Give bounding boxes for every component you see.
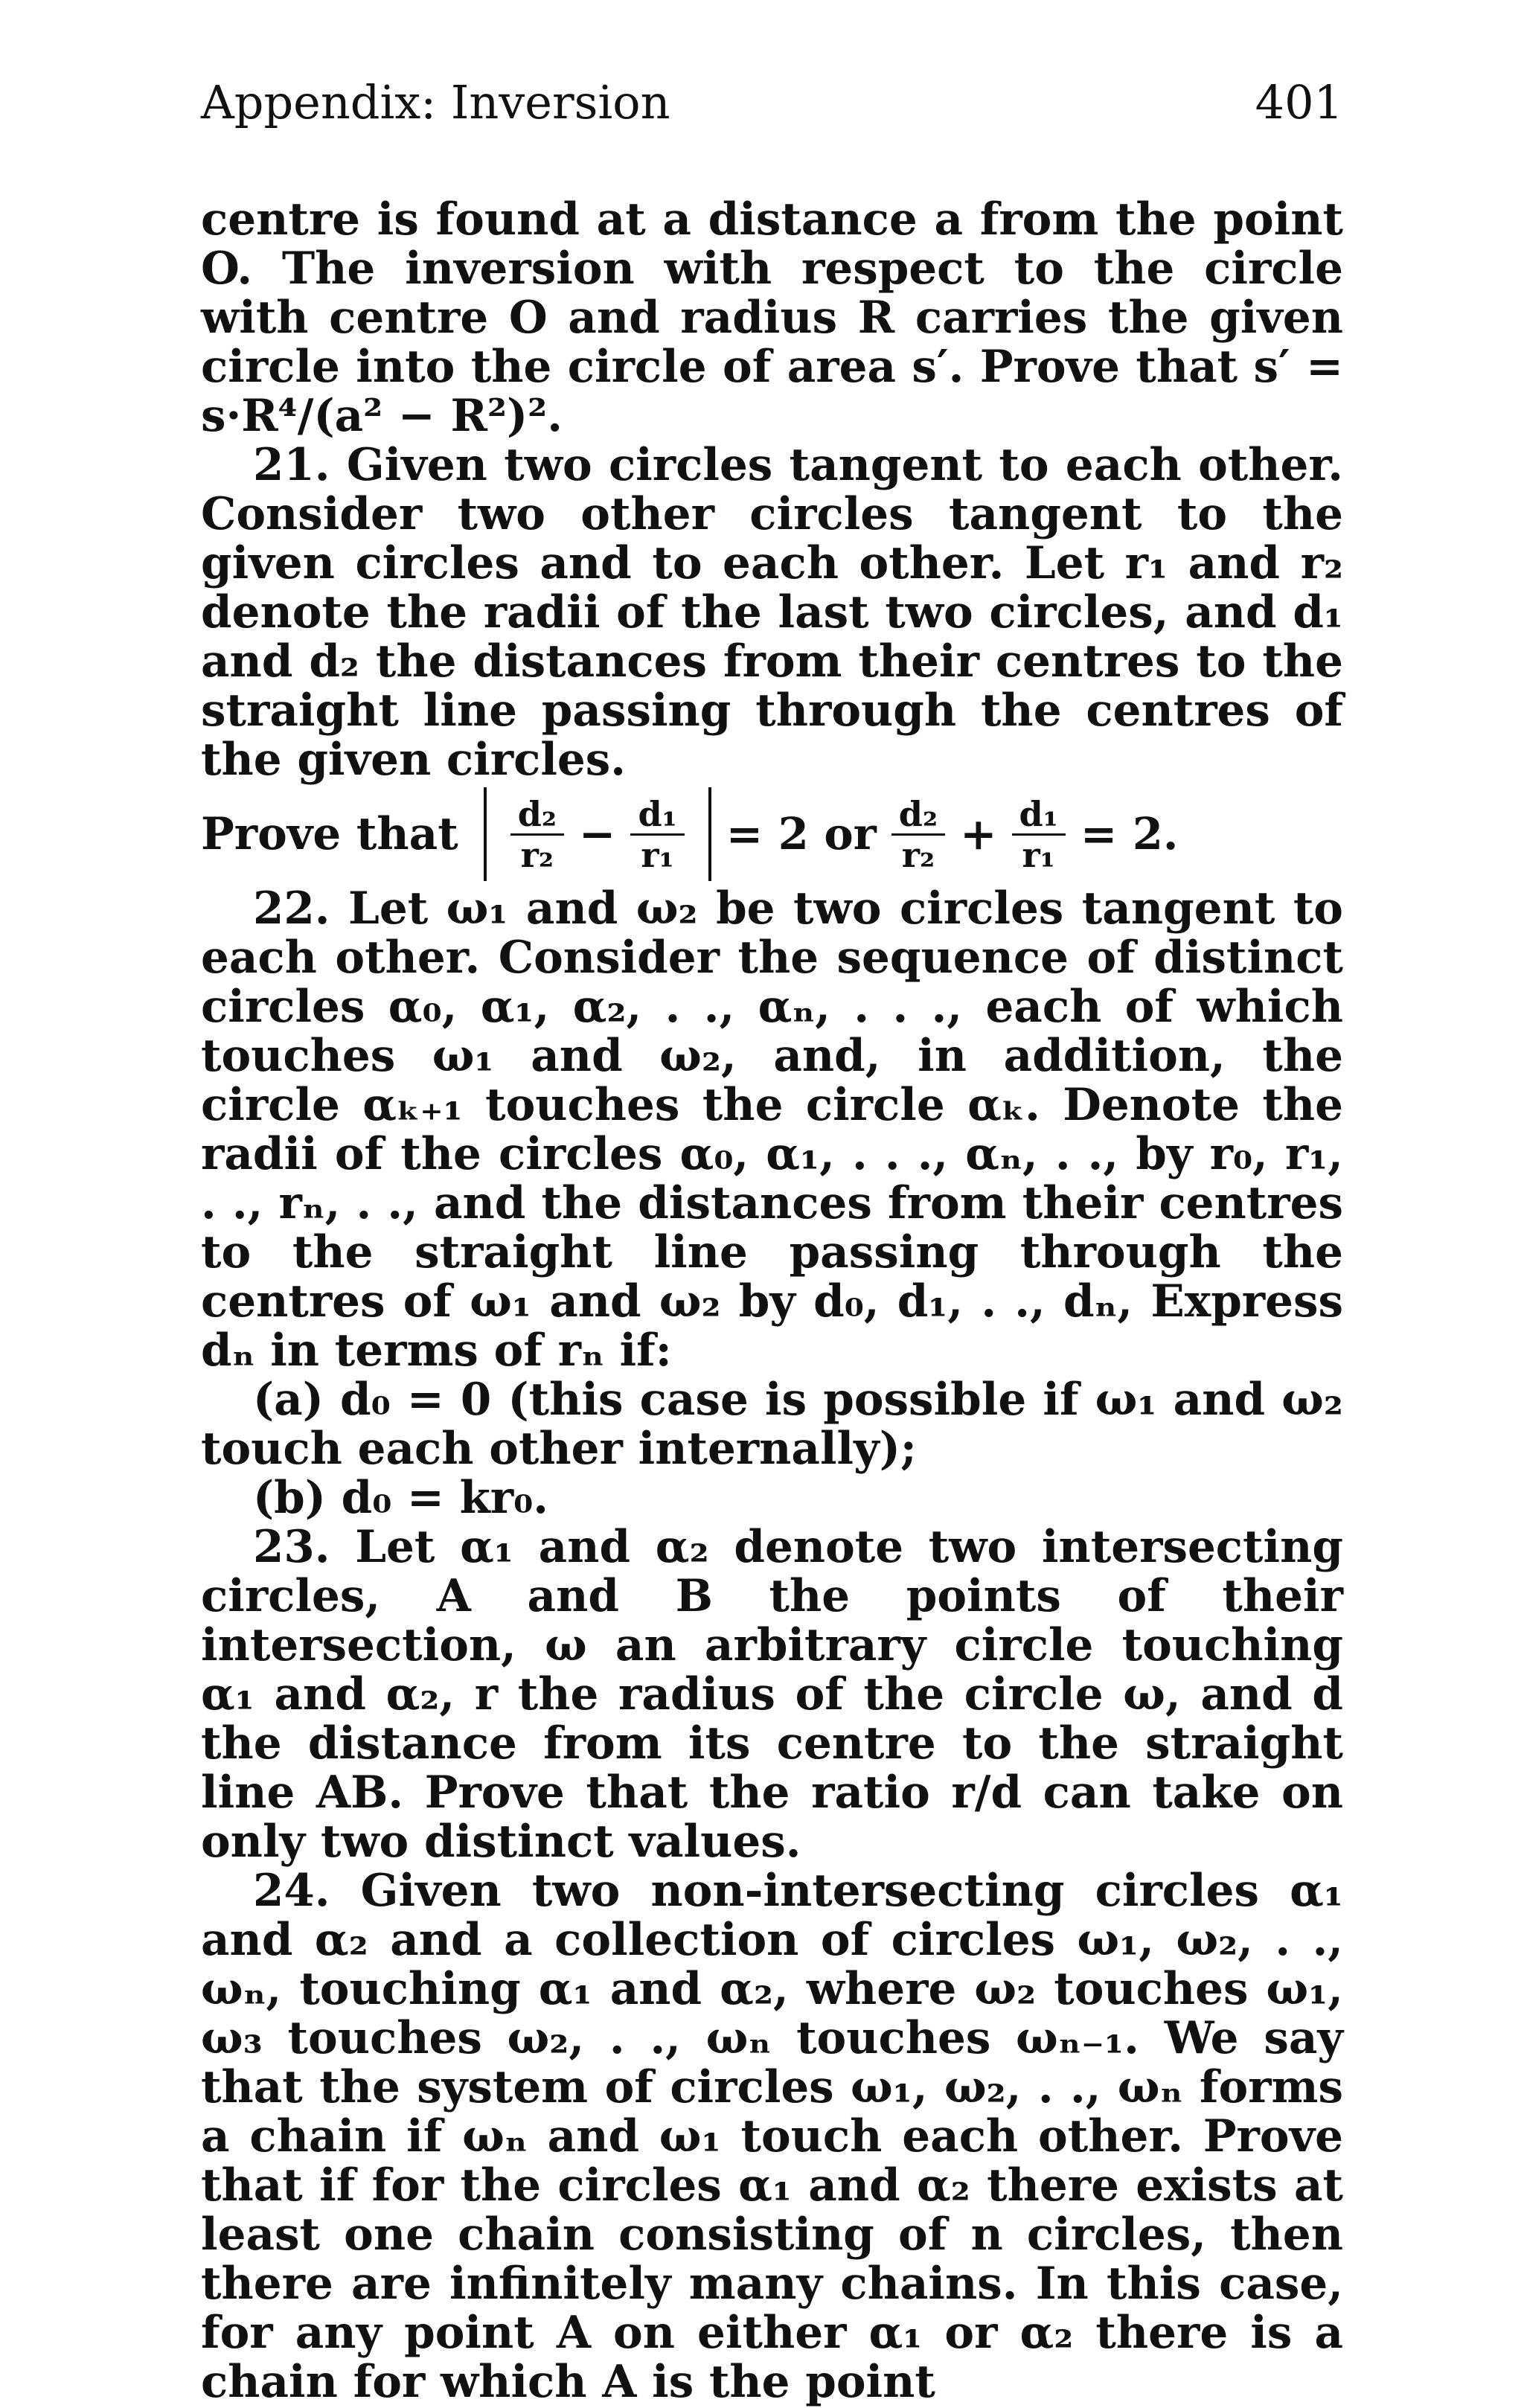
problem-22-case-b: (b) d₀ = kr₀. — [253, 1472, 548, 1524]
fraction-d1-r1-second — [1012, 795, 1066, 874]
prove-label: Prove that — [201, 808, 458, 860]
fraction-denominator: r₂ — [520, 834, 554, 875]
equals-two-or: = 2 or — [726, 808, 877, 859]
page-number: 401 — [1255, 75, 1343, 129]
problem-24: 24. Given two non-intersecting circles α₁ and α₂ and a collection of circles ω₁, ω₂, . ., ωₙ, touching α₁ and α₂, where ω₂ touches ω₁, ω₃ touches ω₂, . ., ωₙ touches ωₙ₋₁. We say that the system of circles ω₁, ω₂, . ., ωₙ forms a chain if ωₙ and ω₁ touch each other. Prove that if for the circles α₁ and α₂ there exists at least one chain consisting of n circles, then there are infinitely many chains. In this case, for any point A on either α₁ or α₂ there is a chain for which A is the point — [201, 1865, 1343, 2408]
problem-22: 22. Let ω₁ and ω₂ be two circles tangent to each other. Consider the sequence of distinct circles α₀, α₁, α₂, . ., αₙ, . . ., each of which touches ω₁ and ω₂, and, in addition, the circle αₖ₊₁ touches the circle αₖ. Denote the radii of the circles α₀, α₁, . . ., αₙ, . ., by r₀, r₁, . ., rₙ, . ., and the distances from their centres to the straight line passing through the centres of ω₁ and ω₂ by d₀, d₁, . ., dₙ, Express dₙ in terms of rₙ if: — [201, 883, 1343, 1377]
problem-21: 21. Given two circles tangent to each other. Consider two other circles tangent to the given circles and to each other. Let r₁ and r₂ denote the radii of the last two circles, and d₁ and d₂ the distances from their centres to the straight line passing through the centres of the given circles. — [201, 439, 1343, 786]
fraction-denominator: r₁ — [641, 834, 674, 875]
fraction-d2-r2 — [510, 795, 564, 874]
fraction-d1-r1 — [630, 795, 684, 874]
page-header — [201, 73, 1343, 132]
minus-sign: − — [579, 808, 616, 859]
fraction-d2-r2-second — [891, 795, 945, 874]
page-body — [201, 195, 1343, 2407]
problem-23: 23. Let α₁ and α₂ denote two intersecting circles, A and B the points of their intersection, ω an arbitrary circle touching α₁ and α₂, r the radius of the circle ω, and d the distance from its centre to the straight line AB. Prove that the ratio r/d can take on only two distinct values. — [201, 1521, 1343, 1868]
problem-20-continuation: centre is found at a distance a from the point O. The inversion with respect to the circle with centre O and radius R carries the given circle into the circle of area s′. Prove that s′ = s·R⁴/(a² − R²)². — [201, 193, 1343, 442]
fraction-denominator: r₁ — [1022, 834, 1055, 875]
fraction-denominator: r₂ — [901, 834, 935, 875]
fraction-numerator: d₂ — [510, 795, 564, 836]
absolute-value-bars — [484, 787, 711, 881]
problem-22-case-a: (a) d₀ = 0 (this case is possible if ω₁ and ω₂ touch each other internally); — [201, 1374, 1343, 1475]
equals-two: = 2. — [1080, 808, 1179, 859]
running-title: Appendix: Inversion — [201, 75, 670, 129]
plus-sign: + — [960, 808, 997, 859]
fraction-numerator: d₁ — [630, 795, 684, 836]
fraction-numerator: d₁ — [1012, 795, 1066, 836]
fraction-numerator: d₂ — [891, 795, 945, 836]
problem-21-formula — [201, 784, 1343, 884]
